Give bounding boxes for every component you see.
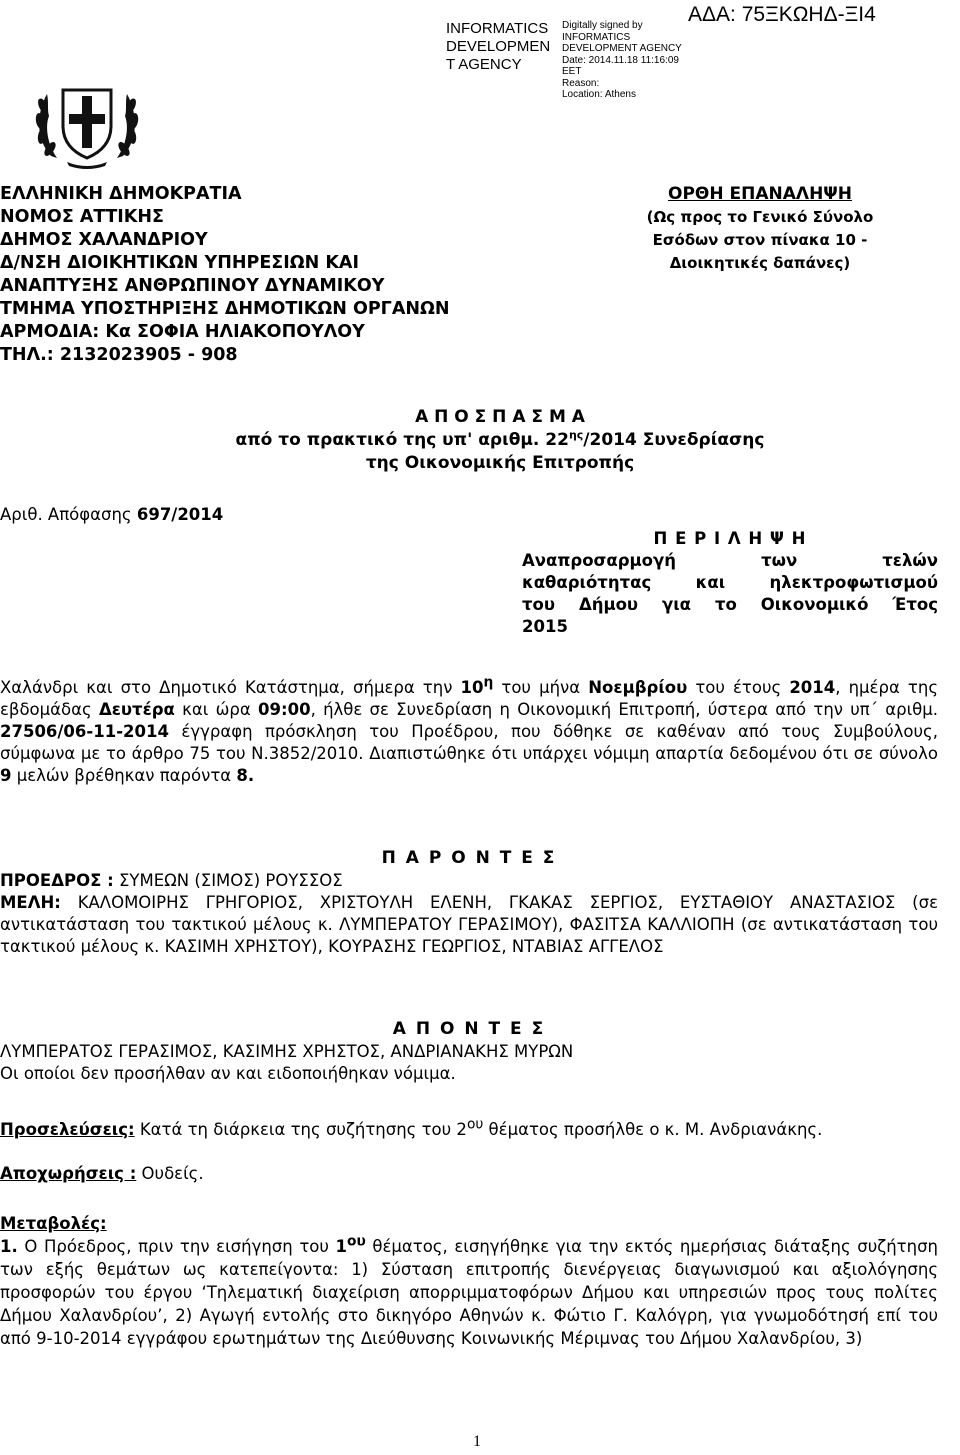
- signature-info-line: Digitally signed by: [562, 20, 643, 31]
- correction-note-line: Διοικητικές δαπάνες): [669, 254, 851, 272]
- meeting-weekday: Δευτέρα: [98, 700, 175, 719]
- decision-number: [0, 505, 223, 524]
- arrivals-line: [0, 1116, 938, 1139]
- extract-session-text-end: /2014 Συνεδρίασης: [583, 430, 765, 450]
- issuer-line: ΕΛΛΗΝΙΚΗ ΔΗΜΟΚΡΑΤΙΑ: [0, 184, 242, 204]
- meeting-text: έγγραφη πρόσκληση του Προέδρου, που δόθηκε σε καθέναν από τους Συμβούλους, σύμφωνα με το άρθρο 75 του Ν.3852/2010.: [0, 722, 938, 763]
- members-names: ΚΑΛΟΜΟΙΡΗΣ ΓΡΗΓΟΡΙΟΣ, ΧΡΙΣΤΟΥΛΗ ΕΛΕΝΗ, ΓΚΑΚΑΣ ΣΕΡΓΙΟΣ, ΕΥΣΤΑΘΙΟΥ ΑΝΑΣΤΑΣΙΟΣ (σε αντικατάσταση του τακτικού μέλους κ. ΛΥΜΠΕΡΑΤΟΥ ΓΕΡΑΣΙΜΟΥ), ΦΑΣΙΤΣΑ ΚΑΛΛΙΟΠΗ (σε αντικατάσταση του τακτικού μέλους κ. ΚΑΣΙΜΗ ΧΡΗΣΤΟΥ), ΚΟΥΡΑΣΗΣ ΓΕΩΡΓΙΟΣ, ΝΤΑΒΙΑΣ ΑΓΓΕΛΟΣ: [0, 893, 938, 956]
- extract-title: Α Π Ο Σ Π Α Σ Μ Α: [415, 407, 585, 427]
- meeting-text: μελών βρέθηκαν παρόντα: [11, 766, 237, 785]
- arrivals-sup: ου: [466, 1116, 484, 1133]
- correction-title: ΟΡΘΗ ΕΠΑΝΑΛΗΨΗ: [668, 184, 852, 204]
- meeting-time: 09:00: [258, 700, 311, 719]
- signature-info-line: DEVELOPMENT AGENCY: [562, 43, 682, 54]
- issuer-line: ΔΗΜΟΣ ΧΑΛΑΝΔΡΙΟΥ: [0, 230, 208, 250]
- issuer-line: ΤΗΛ.: 2132023905 - 908: [0, 345, 238, 365]
- summary-line: 2015: [522, 617, 568, 636]
- changes-item-number: 1.: [0, 1237, 18, 1256]
- changes-label: Μεταβολές:: [0, 1214, 107, 1233]
- chair-line: [0, 870, 938, 892]
- changes-text: Ο Πρόεδρος, πριν την εισήγηση του: [17, 1237, 336, 1256]
- correction-note: [580, 206, 940, 275]
- meeting-text: και ώρα: [174, 700, 259, 719]
- meeting-total-members: 9: [0, 766, 12, 785]
- greek-coat-of-arms-icon: [27, 66, 147, 172]
- extract-committee-line: της Οικονομικής Επιτροπής: [365, 453, 635, 473]
- issuer-line: ΤΜΗΜΑ ΥΠΟΣΤΗΡΙΞΗΣ ΔΗΜΟΤΙΚΩΝ ΟΡΓΑΝΩΝ: [0, 299, 450, 319]
- absent-note: Οι οποίοι δεν προσήλθαν αν και ειδοποιήθηκαν νόμιμα.: [0, 1064, 456, 1083]
- summary-title: Π Ε Ρ Ι Λ Η Ψ Η: [653, 529, 807, 548]
- departures-line: [0, 1164, 938, 1183]
- correction-notice: [580, 183, 940, 275]
- changes-block: [0, 1212, 938, 1350]
- summary-line: του Δήμου για το Οικονομικό Έτος: [522, 595, 938, 614]
- members-label: ΜΕΛΗ:: [0, 893, 61, 912]
- present-title: Π Α Ρ Ο Ν Τ Ε Σ: [381, 848, 557, 868]
- meeting-text: Χαλάνδρι και στο Δημοτικό Κατάστημα, σήμερα την: [0, 678, 461, 697]
- members-line: [0, 892, 938, 958]
- meeting-month: Νοεμβρίου: [588, 678, 688, 697]
- signature-name-line: INFORMATICS: [446, 20, 549, 37]
- changes-topic-number: 1: [335, 1237, 348, 1256]
- summary-line: Αναπροσαρμογή των τελών: [522, 551, 938, 570]
- arrivals-text: Κατά τη διάρκεια της συζήτησης του 2: [134, 1120, 467, 1139]
- summary-block: [522, 528, 938, 638]
- meeting-paragraph: [0, 674, 939, 787]
- meeting-text: του μήνα: [493, 678, 589, 697]
- page-number: 1: [473, 1433, 481, 1450]
- absent-names: ΛΥΜΠΕΡΑΤΟΣ ΓΕΡΑΣΙΜΟΣ, ΚΑΣΙΜΗΣ ΧΡΗΣΤΟΣ, ΑΝΔΡΙΑΝΑΚΗΣ ΜΥΡΩΝ: [0, 1042, 574, 1061]
- correction-note-line: Εσόδων στον πίνακα 10 -: [652, 231, 868, 249]
- extract-heading: [180, 406, 820, 475]
- absent-block: [0, 1041, 938, 1085]
- meeting-year: 2014: [789, 678, 836, 697]
- chair-label: ΠΡΟΕΔΡΟΣ :: [0, 871, 114, 890]
- meeting-text: , ήλθε σε Συνεδρίαση η Οικονομική Επιτροπή, ύστερα από την υπ΄ αριθμ.: [310, 700, 939, 719]
- signature-name-line: T AGENCY: [446, 56, 522, 73]
- signature-info-line: Date: 2014.11.18 11:16:09: [562, 54, 679, 66]
- departures-text: Ουδείς.: [136, 1164, 204, 1183]
- signature-info: [562, 20, 682, 101]
- arrivals-text-end: θέματος προσήλθε ο κ. Μ. Ανδριανάκης.: [483, 1120, 823, 1139]
- meeting-invite-number: 27506/06-11-2014: [0, 722, 169, 741]
- meeting-day-sup: η: [483, 674, 494, 691]
- summary-line: καθαριότητας και ηλεκτροφωτισμού: [522, 573, 938, 592]
- meeting-text: , ημέρα της εβδομάδας: [0, 678, 939, 719]
- extract-session-text: από το πρακτικό της υπ' αριθμ. 22: [235, 430, 569, 450]
- decision-value: 697/2014: [136, 505, 224, 524]
- signature-info-line: Reason:: [562, 77, 600, 89]
- extract-session-sup: ης: [568, 428, 584, 442]
- signature-name: [446, 20, 564, 74]
- chair-name: ΣΥΜΕΩΝ (ΣΙΜΟΣ) ΡΟΥΣΣΟΣ: [113, 871, 343, 890]
- present-block: [0, 870, 938, 958]
- issuer-line: ΝΟΜΟΣ ΑΤΤΙΚΗΣ: [0, 207, 164, 227]
- signature-info-line: EET: [562, 66, 582, 77]
- signature-info-line: Location: Athens: [562, 89, 636, 100]
- meeting-quorum: Διαπιστώθηκε ότι υπάρχει νόμιμη απαρτία δεδομένου ότι σε σύνολο: [369, 744, 938, 763]
- departures-label: Αποχωρήσεις :: [0, 1164, 137, 1183]
- meeting-text: του έτους: [687, 678, 790, 697]
- signature-name-line: DEVELOPMEN: [446, 38, 551, 55]
- meeting-day: 10: [460, 678, 484, 697]
- changes-item: [0, 1235, 938, 1350]
- changes-topic-sup: ου: [347, 1233, 366, 1250]
- issuer-line: Δ/ΝΣΗ ΔΙΟΙΚΗΤΙΚΩΝ ΥΠΗΡΕΣΙΩΝ ΚΑΙ: [0, 253, 359, 273]
- issuer-line: ΑΝΑΠΤΥΞΗΣ ΑΝΘΡΩΠΙΝΟΥ ΔΥΝΑΜΙΚΟΥ: [0, 276, 385, 296]
- absent-title: Α Π Ο Ν Τ Ε Σ: [392, 1019, 546, 1039]
- ada-code: ΑΔΑ: 75ΞΚΩΗΔ-ΞΙ4: [688, 3, 876, 26]
- extract-session-line: [180, 429, 820, 452]
- issuer-line: ΑΡΜΟΔΙΑ: Κα ΣΟΦΙΑ ΗΛΙΑΚΟΠΟΥΛΟΥ: [0, 322, 365, 342]
- meeting-present-count: 8.: [236, 766, 255, 785]
- arrivals-label: Προσελεύσεις:: [0, 1120, 135, 1139]
- signature-info-line: INFORMATICS: [562, 31, 631, 43]
- correction-note-line: (Ως προς το Γενικό Σύνολο: [646, 208, 874, 226]
- changes-text-end: θέματος, εισηγήθηκε για την εκτός ημερήσιας διάταξης συζήτηση των εξής θεμάτων ως κατεπείγοντα: 1) Σύσταση επιτροπής διενέργειας διαγωνισμού και αξιολόγησης προσφορών του έργου ‘Τηλεματική διαχείριση απορριμματοφόρων Δήμου και υπηρεσιών προς τους πολίτες Δήμου Χαλανδρίου’, 2) Αγωγή εντολής στο δικηγόρο Αθηνών κ. Φώτιο Γ. Καλόγρη, για γνωμοδότησή επί του από 9-10-2014 εγγράφου ερωτημάτων της Διεύθυνσης Κοινωνικής Μέριμνας του Δήμου Χαλανδρίου, 3): [0, 1237, 938, 1348]
- issuer-block: [0, 183, 450, 367]
- decision-label: Αριθ. Απόφασης: [0, 505, 137, 524]
